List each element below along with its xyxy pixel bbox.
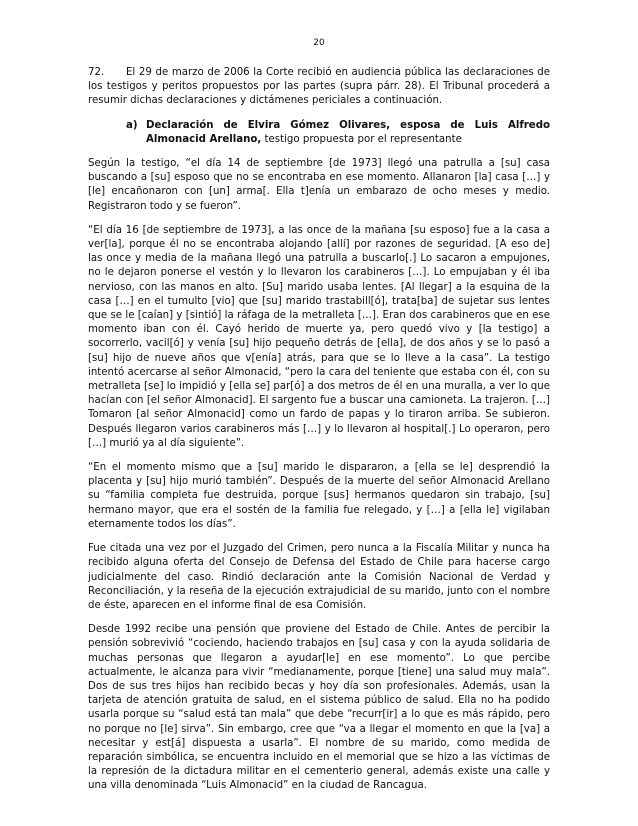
heading-text bbox=[146, 119, 550, 147]
paragraph-number: 72. bbox=[88, 67, 105, 78]
testimony-paragraph-3: “En el momento mismo que a [su] marido le dispararon, a [ella se le] desprendió la placenta y [su] hijo murió también”. Después de la muerte del señor Almonacid Arellano su “familia completa fue destruida, porque [sus] hermanos quedaron sin trabajo, [su] hermano mayor, que era el sostén de la familia fue relegado, y […] a [ella le] vigilaban eternamente todos los días”. bbox=[88, 462, 550, 530]
testimony-paragraph-2: “El día 16 [de septiembre de 1973], a las once de la mañana [su esposo] fue a la casa a ver[la], porque él no se encontraba alojando [allí] por razones de seguridad. [A eso de] las once y media de la mañana llegó una patrulla a buscarlo[.] Lo sacaron a empujones, no le dejaron ponerse el vestón y lo llevaron los carabineros […]. Lo empujaban y él iba nervioso, con las manos en alto. [Su] marido usaba lentes. [Al llegar] a la esquina de la casa […] en el tumulto [vio] que [su] marido trastabill[ó], trata[ba] de sujetar sus lentes que se le [caían] y [sintió] la ráfaga de la metralleta […]. Eran dos carabineros que en ese momento iban con él. Cayó herido de muerte ya, pero quedó vivo y [la testigo] a socorrerlo, vacil[ó] y venía [su] hijo pequeño detrás de [ella], de dos años y se lo pasó a [su] hijo de nueve años que v[enía] atrás, para que se lo lleve a la casa”. La testigo intentó acercarse al señor Almonacid, “pero la cara del teniente que estaba con él, con su metralleta [se] lo impidió y [ella se] par[ó] a dos metros de él en una muralla, a ver lo que hacían con [el señor Almonacid]. El sargento fue a buscar una camioneta. La trajeron. […] Tomaron [al señor Almonacid] como un fardo de papas y lo tiraron arriba. Se subieron. Después llegaron varios carabineros más […] y lo llevaron al hospital[.] Lo operaron, pero […] murió ya al día siguiente”. bbox=[88, 224, 550, 449]
heading-letter: a) bbox=[126, 119, 138, 131]
page-number: 20 bbox=[313, 38, 325, 48]
heading-rest-text: testigo propuesta por el representante bbox=[261, 133, 462, 145]
testimony-paragraph-4: Fue citada una vez por el Juzgado del Crimen, pero nunca a la Fiscalía Militar y nunca ha recibido alguna oferta del Consejo de Defensa del Estado de Chile para hacerse cargo judicialmente del caso. Rindió declaración ante la Comisión Nacional de Verdad y Reconciliación, y la reseña de la ejecución extrajudicial de su marido, junto con el nombre de éste, aparecen en el informe final de esa Comisión. bbox=[88, 543, 550, 611]
document-body bbox=[88, 66, 550, 804]
testimony-paragraph-5: Desde 1992 recibe una pensión que proviene del Estado de Chile. Antes de percibir la pensión sobrevivió “cociendo, haciendo trabajos en [su] casa y con la ayuda solidaria de muchas personas que llegaron a ayudar[le] en ese momento”. Lo que percibe actualmente, le alcanza para vivir “medianamente, porque [tiene] una salud muy mala”. Dos de sus tres hijos han recibido becas y hoy día son profesionales. Además, usan la tarjeta de atención gratuita de salud, en el sistema público de salud. Ella no ha podido usarla porque su “salud está tan mala” que debe “recurr[ir] a lo que es más rápido, pero no porque no [le] sirva”. Sin embargo, cree que “va a llegar el momento en que la [va] a necesitar y est[á] dispuesta a usarla”. El nombre de su marido, como medida de reparación simbólica, se encuentra incluido en el memorial que se hizo a las víctimas de la represión de la dictadura militar en el cementerio general, además existe una calle y una villa denominada “Luis Almonacid” en la ciudad de Rancagua. bbox=[88, 624, 550, 792]
section-heading bbox=[88, 119, 550, 147]
paragraph-72-text: El 29 de marzo de 2006 la Corte recibió en audiencia pública las declaraciones de los testigos y peritos propuestos por las partes (supra párr. 28). El Tribunal procederá a resumir dichas declaraciones y dictámenes periciales a continuación. bbox=[88, 67, 550, 107]
testimony-paragraph-1: Según la testigo, “el día 14 de septiembre [de 1973] llegó una patrulla a [su] casa buscando a [su] esposo que no se encontraba en ese momento. Allanaron [la] casa […] y [le] encañonaron con [un] arma[. Ella t]enía un embarazo de ocho meses y medio. Registraron todo y se fueron”. bbox=[88, 158, 550, 212]
heading-bold-text: Declaración de Elvira Gómez Olivares, esposa de Luis Alfredo Almonacid Arellano, bbox=[146, 119, 550, 145]
paragraph-72 bbox=[88, 66, 550, 109]
